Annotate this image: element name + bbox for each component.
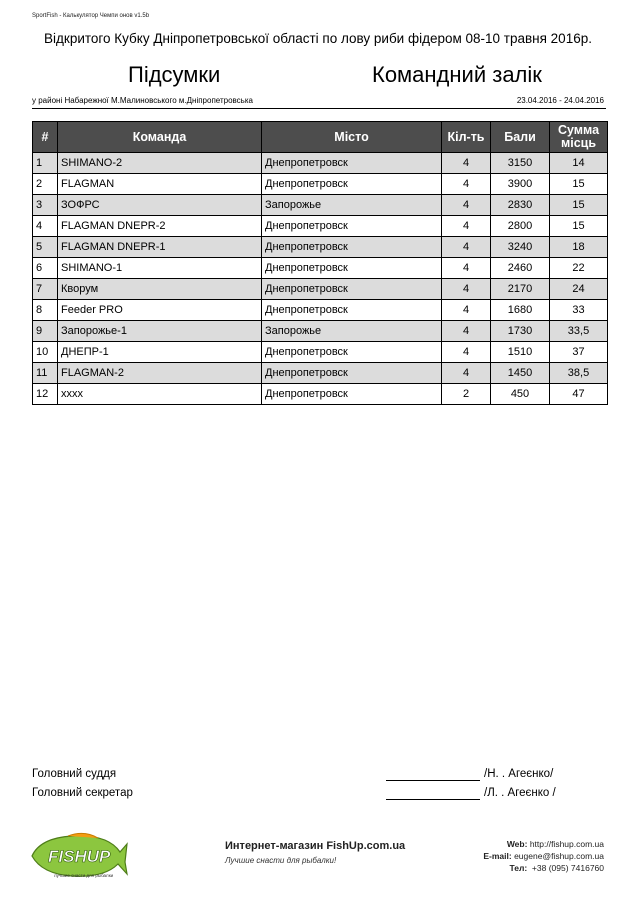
web-label: Web: bbox=[506, 839, 528, 849]
cell-sum: 24 bbox=[550, 279, 608, 300]
cell-sum: 22 bbox=[550, 258, 608, 279]
contact-email bbox=[483, 850, 604, 862]
cell-num: 1 bbox=[33, 153, 58, 174]
col-header-count: Кіл-ть bbox=[442, 122, 491, 153]
phone-label: Тел: bbox=[509, 863, 528, 873]
cell-city: Днепропетровск bbox=[262, 363, 442, 384]
chief-judge-signature-line bbox=[386, 780, 480, 781]
cell-team: FLAGMAN bbox=[58, 174, 262, 195]
table-row bbox=[33, 216, 608, 237]
cell-points: 3150 bbox=[491, 153, 550, 174]
cell-points: 1510 bbox=[491, 342, 550, 363]
table-row bbox=[33, 237, 608, 258]
phone-value: +38 (095) 7416760 bbox=[531, 863, 604, 873]
contacts-block bbox=[483, 838, 604, 874]
col-header-sum-line2: місць bbox=[560, 136, 597, 150]
cell-city: Днепропетровск bbox=[262, 300, 442, 321]
table-row bbox=[33, 258, 608, 279]
cell-team: хххх bbox=[58, 384, 262, 405]
cell-num: 7 bbox=[33, 279, 58, 300]
cell-num: 10 bbox=[33, 342, 58, 363]
cell-team: Feeder PRO bbox=[58, 300, 262, 321]
cell-num: 8 bbox=[33, 300, 58, 321]
team-standings-heading: Командний залік bbox=[372, 62, 542, 87]
chief-secretary-signature-line bbox=[386, 799, 480, 800]
chief-secretary-name: /Л. . Агеєнко / bbox=[484, 787, 556, 799]
cell-points: 1730 bbox=[491, 321, 550, 342]
cell-sum: 15 bbox=[550, 195, 608, 216]
table-row bbox=[33, 384, 608, 405]
cell-points: 1450 bbox=[491, 363, 550, 384]
cell-points: 3900 bbox=[491, 174, 550, 195]
table-row bbox=[33, 363, 608, 384]
table-row bbox=[33, 300, 608, 321]
cell-count: 4 bbox=[442, 195, 491, 216]
cell-team: FLAGMAN-2 bbox=[58, 363, 262, 384]
cell-count: 4 bbox=[442, 321, 491, 342]
cell-count: 4 bbox=[442, 279, 491, 300]
table-header-row bbox=[33, 122, 608, 153]
cell-num: 11 bbox=[33, 363, 58, 384]
cell-points: 450 bbox=[491, 384, 550, 405]
col-header-city: Місто bbox=[262, 122, 442, 153]
cell-count: 4 bbox=[442, 258, 491, 279]
cell-points: 2830 bbox=[491, 195, 550, 216]
cell-num: 3 bbox=[33, 195, 58, 216]
date-range: 23.04.2016 - 24.04.2016 bbox=[516, 96, 604, 105]
cell-sum: 47 bbox=[550, 384, 608, 405]
cell-num: 4 bbox=[33, 216, 58, 237]
results-table bbox=[32, 121, 608, 405]
col-header-sum bbox=[550, 122, 608, 153]
email-label: E-mail: bbox=[483, 851, 512, 861]
cell-city: Днепропетровск bbox=[262, 279, 442, 300]
cell-num: 6 bbox=[33, 258, 58, 279]
cell-count: 4 bbox=[442, 363, 491, 384]
cell-sum: 33 bbox=[550, 300, 608, 321]
cell-team: Запорожье-1 bbox=[58, 321, 262, 342]
cell-team: SHIMANO-2 bbox=[58, 153, 262, 174]
col-header-points: Бали bbox=[491, 122, 550, 153]
cell-count: 4 bbox=[442, 216, 491, 237]
cell-team: ЗОФРС bbox=[58, 195, 262, 216]
cell-count: 4 bbox=[442, 342, 491, 363]
col-header-team: Команда bbox=[58, 122, 262, 153]
chief-secretary-label: Головний секретар bbox=[32, 787, 133, 799]
shop-slogan: Лучшие снасти для рыбалки! bbox=[225, 856, 337, 865]
results-heading: Підсумки bbox=[128, 62, 221, 87]
table-row bbox=[33, 174, 608, 195]
cell-num: 12 bbox=[33, 384, 58, 405]
cell-points: 2800 bbox=[491, 216, 550, 237]
table-row bbox=[33, 321, 608, 342]
cell-sum: 14 bbox=[550, 153, 608, 174]
email-value: eugene@fishup.com.ua bbox=[514, 851, 604, 861]
cell-points: 2460 bbox=[491, 258, 550, 279]
chief-judge-label: Головний суддя bbox=[32, 768, 117, 780]
chief-judge-name: /Н. . Агеєнко/ bbox=[484, 768, 554, 780]
table-row bbox=[33, 153, 608, 174]
cell-count: 4 bbox=[442, 174, 491, 195]
table-row bbox=[33, 342, 608, 363]
cell-count: 4 bbox=[442, 153, 491, 174]
cell-sum: 15 bbox=[550, 174, 608, 195]
cell-points: 2170 bbox=[491, 279, 550, 300]
cell-team: SHIMANO-1 bbox=[58, 258, 262, 279]
cell-city: Запорожье bbox=[262, 195, 442, 216]
cell-city: Днепропетровск bbox=[262, 237, 442, 258]
web-value: http://fishup.com.ua bbox=[529, 839, 604, 849]
logo-subtitle: лучшие снасти для рыбалки bbox=[54, 873, 114, 878]
col-header-num: # bbox=[33, 122, 58, 153]
cell-sum: 37 bbox=[550, 342, 608, 363]
cell-points: 1680 bbox=[491, 300, 550, 321]
cell-city: Днепропетровск bbox=[262, 384, 442, 405]
cell-count: 2 bbox=[442, 384, 491, 405]
cell-sum: 33,5 bbox=[550, 321, 608, 342]
cell-points: 3240 bbox=[491, 237, 550, 258]
app-title-line: SportFish - Калькулятор Чемпи онов v1.5b bbox=[32, 13, 150, 19]
cell-team: FLAGMAN DNEPR-1 bbox=[58, 237, 262, 258]
cell-count: 4 bbox=[442, 300, 491, 321]
cell-city: Днепропетровск bbox=[262, 174, 442, 195]
cell-city: Днепропетровск bbox=[262, 216, 442, 237]
cell-city: Днепропетровск bbox=[262, 153, 442, 174]
event-title: Відкритого Кубку Дніпропетровської області по лову риби фідером 08-10 травня 2016р. bbox=[44, 31, 592, 46]
cell-city: Запорожье bbox=[262, 321, 442, 342]
logo-text: FISHUP bbox=[48, 847, 111, 866]
cell-team: ДНЕПР-1 bbox=[58, 342, 262, 363]
cell-count: 4 bbox=[442, 237, 491, 258]
cell-city: Днепропетровск bbox=[262, 342, 442, 363]
cell-num: 9 bbox=[33, 321, 58, 342]
col-header-sum-line1: Сумма bbox=[557, 123, 600, 137]
cell-num: 5 bbox=[33, 237, 58, 258]
cell-sum: 18 bbox=[550, 237, 608, 258]
fishup-logo-icon bbox=[28, 832, 128, 880]
cell-team: Кворум bbox=[58, 279, 262, 300]
shop-name: Интернет-магазин FishUp.com.ua bbox=[225, 840, 406, 852]
table-row bbox=[33, 279, 608, 300]
cell-team: FLAGMAN DNEPR-2 bbox=[58, 216, 262, 237]
cell-sum: 15 bbox=[550, 216, 608, 237]
cell-city: Днепропетровск bbox=[262, 258, 442, 279]
venue-text: у районі Набарежної М.Малиновського м.Дніпропетровська bbox=[32, 96, 253, 105]
cell-num: 2 bbox=[33, 174, 58, 195]
header-divider bbox=[32, 108, 606, 109]
table-row bbox=[33, 195, 608, 216]
cell-sum: 38,5 bbox=[550, 363, 608, 384]
contact-phone bbox=[483, 862, 604, 874]
contact-web bbox=[483, 838, 604, 850]
